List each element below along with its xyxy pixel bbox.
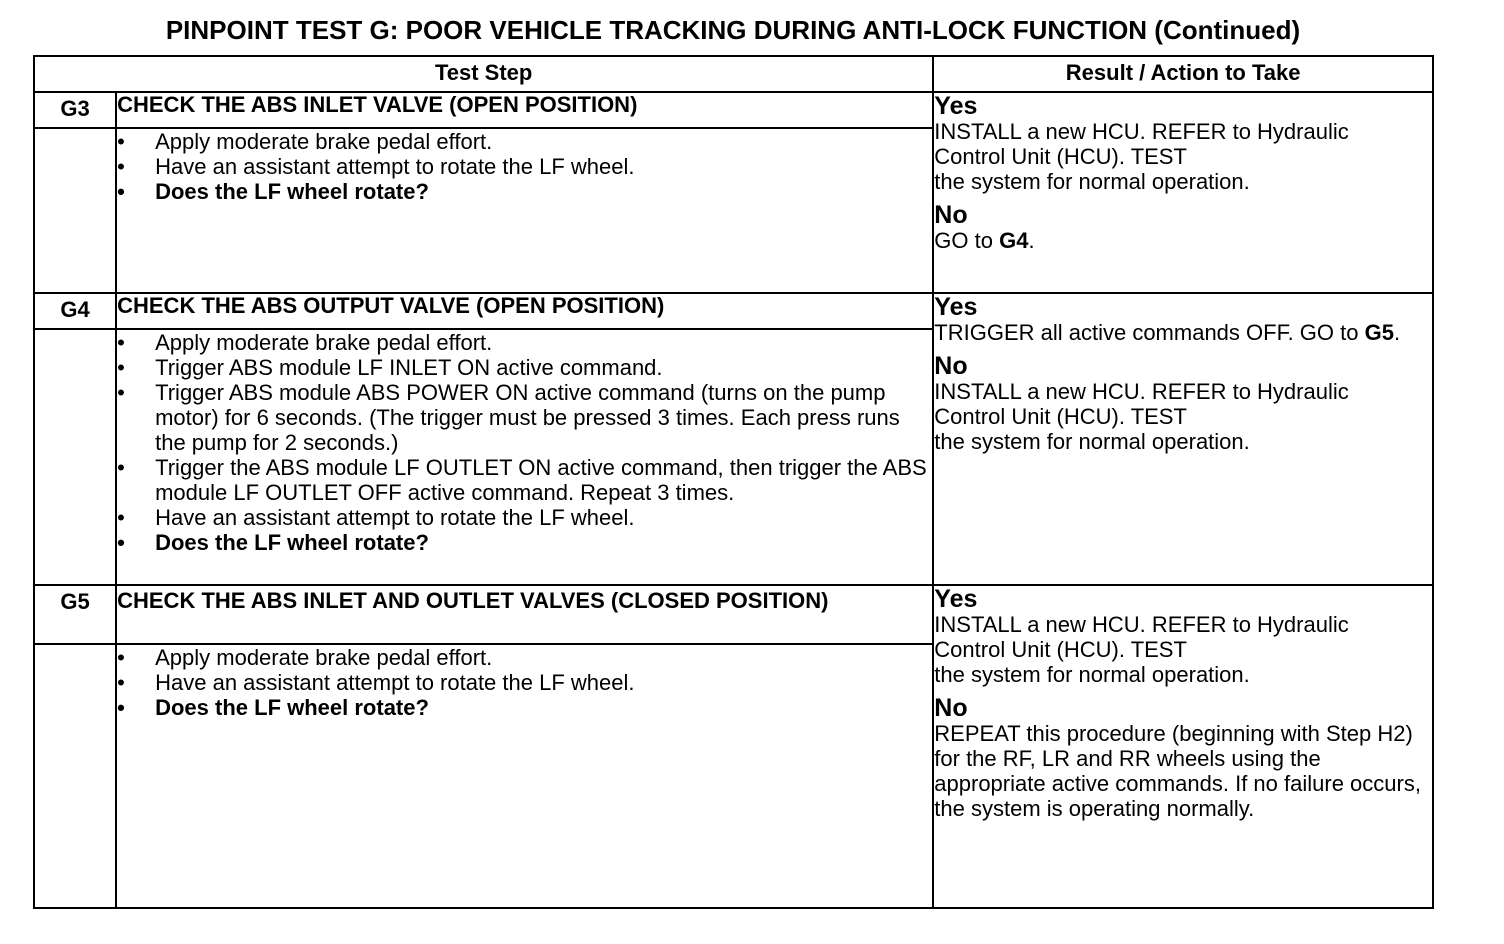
step-id: G3 (34, 92, 116, 128)
bullet-icon: • (117, 505, 125, 530)
yes-label: Yes (934, 92, 978, 120)
table-header-row (34, 56, 1433, 92)
goto-step-link: G4 (999, 228, 1029, 253)
page-title: PINPOINT TEST G: POOR VEHICLE TRACKING DURING ANTI-LOCK FUNCTION (Continued) (165, 15, 1301, 45)
step-title: CHECK THE ABS INLET VALVE (OPEN POSITION) (116, 92, 933, 128)
header-result-action: Result / Action to Take (933, 56, 1433, 92)
goto-step-link: G5 (1364, 320, 1394, 345)
no-label: No (934, 352, 968, 380)
no-action: GO to G4. (934, 228, 1035, 253)
step-g3-result (933, 92, 1433, 293)
bullet-icon: • (117, 179, 125, 204)
bullet-icon: • (117, 530, 125, 555)
list-item: • Have an assistant attempt to rotate the LF wheel. (117, 670, 635, 695)
list-item: • Apply moderate brake pedal effort. (117, 645, 493, 670)
step-g5-result (933, 585, 1433, 908)
yes-action: INSTALL a new HCU. REFER to Hydraulic Control Unit (HCU). TEST the system for normal operation. (934, 119, 1349, 194)
list-item: • Apply moderate brake pedal effort. (117, 330, 493, 355)
no-action: REPEAT this procedure (beginning with Step H2) for the RF, LR and RR wheels using the appropriate active commands. If no failure occurs, the system is operating normally. (934, 721, 1421, 821)
bullet-icon: • (117, 670, 125, 695)
step-g4-instructions (116, 329, 933, 585)
step-g4-title-row (34, 293, 1433, 329)
step-g4-result (933, 293, 1433, 585)
header-test-step: Test Step (34, 56, 933, 92)
yes-label: Yes (934, 293, 978, 321)
list-item-question: • Does the LF wheel rotate? (117, 530, 429, 555)
step-title: CHECK THE ABS OUTPUT VALVE (OPEN POSITION) (116, 293, 933, 329)
list-item: • Trigger ABS module LF INLET ON active command. (117, 355, 663, 380)
list-item: • Trigger ABS module ABS POWER ON active command (turns on the pump motor) for 6 seconds. (The trigger must be pressed 3 times. Each press runs the pump for 2 seconds.) (117, 380, 900, 455)
yes-action: INSTALL a new HCU. REFER to Hydraulic Control Unit (HCU). TEST the system for normal operation. (934, 612, 1349, 687)
bullet-icon: • (117, 330, 125, 355)
pinpoint-test-table (33, 55, 1434, 909)
step-g3-instructions (116, 128, 933, 293)
no-label: No (934, 694, 968, 722)
list-item: • Have an assistant attempt to rotate the LF wheel. (117, 505, 635, 530)
no-action: INSTALL a new HCU. REFER to Hydraulic Control Unit (HCU). TEST the system for normal operation. (934, 379, 1349, 454)
bullet-icon: • (117, 645, 125, 670)
step-g5-instructions (116, 644, 933, 908)
list-item-question: • Does the LF wheel rotate? (117, 695, 429, 720)
bullet-icon: • (117, 355, 125, 380)
yes-action: TRIGGER all active commands OFF. GO to G5. (934, 320, 1401, 345)
list-item: • Trigger the ABS module LF OUTLET ON active command, then trigger the ABS module LF OUTLET OFF active command. Repeat 3 times. (117, 455, 927, 505)
bullet-icon: • (117, 129, 125, 154)
no-label: No (934, 201, 968, 229)
step-id: G4 (34, 293, 116, 329)
step-g5-title-row (34, 585, 1433, 644)
bullet-icon: • (117, 695, 125, 720)
bullet-icon: • (117, 380, 125, 405)
list-item-question: • Does the LF wheel rotate? (117, 179, 429, 204)
bullet-icon: • (117, 455, 125, 480)
yes-label: Yes (934, 585, 978, 613)
bullet-icon: • (117, 154, 125, 179)
step-id: G5 (34, 585, 116, 644)
list-item: • Have an assistant attempt to rotate the LF wheel. (117, 154, 635, 179)
step-g3-title-row (34, 92, 1433, 128)
list-item: • Apply moderate brake pedal effort. (117, 129, 493, 154)
step-title: CHECK THE ABS INLET AND OUTLET VALVES (CLOSED POSITION) (116, 585, 933, 644)
